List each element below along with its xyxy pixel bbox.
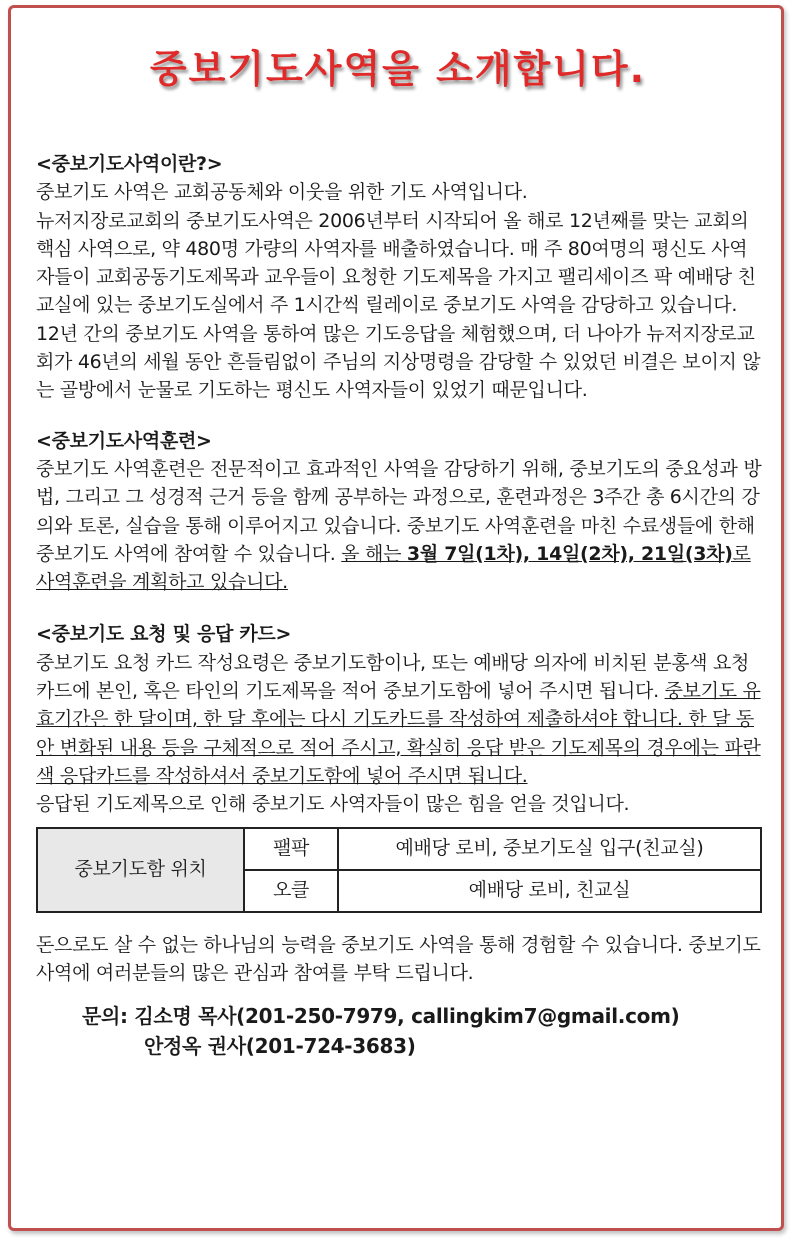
intro-paragraph-3: 12년 간의 중보기도 사역을 통하여 많은 기도응답을 체험했으며, 더 나아가 뉴저지장로교회가 46년의 세월 동안 흔들림없이 주님의 지상명령을 감당할 수 있었던 비결은 보이지 않는 골방에서 눈물로 기도하는 평신도 사역자들이 있었기 때문입니다. — [36, 322, 761, 402]
section-cards — [36, 620, 764, 818]
training-text: 중보기도 사역훈련은 전문적이고 효과적인 사역을 감당하기 위해, 중보기도의 중요성과 방법, 그리고 그 성경적 근거 등을 함께 공부하는 과정으로, 훈련과정은 3주간 총 6시간의 강의와 토론, 실습을 통해 이루어지고 있습니다. 중보기도 사역훈련을 마친 수료생들에 한해 중보기도 사역에 참여할 수 있습니다. — [36, 457, 762, 565]
prayer-box-location-table — [36, 827, 762, 913]
contact-info — [36, 1001, 764, 1061]
cards-closing-line: 응답된 기도제목으로 인해 중보기도 사역자들이 많은 힘을 얻을 것입니다. — [36, 793, 630, 816]
contact-line-1: 문의: 김소명 목사(201-250-7979, callingkim7@gmail.com) — [82, 1004, 680, 1029]
section-training — [36, 427, 764, 597]
site-name: 오클 — [244, 870, 338, 912]
location-label: 중보기도함 위치 — [37, 828, 244, 912]
training-schedule-suffix: 로 사역훈련을 계획하고 있습니다. — [36, 542, 751, 594]
contact-line-2: 안정옥 권사(201-724-3683) — [144, 1034, 416, 1059]
training-schedule-dates: 3월 7일(1차), 14일(2차), 21일(3차) — [406, 542, 733, 565]
training-paragraph — [36, 455, 764, 596]
page-title: 중보기도사역을 소개합니다. — [149, 47, 647, 91]
site-place: 예배당 로비, 친교실 — [338, 870, 761, 912]
cards-paragraph — [36, 649, 764, 790]
site-place: 예배당 로비, 중보기도실 입구(친교실) — [338, 828, 761, 870]
section-heading-training: <중보기도사역훈련> — [36, 429, 212, 452]
section-intro — [36, 150, 764, 405]
section-heading-intro: <중보기도사역이란?> — [36, 153, 223, 175]
document-body — [36, 150, 764, 1061]
cards-validity-note: 중보기도 유효기간은 한 달이며, 한 달 후에는 다시 기도카드를 작성하여 제출하셔야 합니다. 한 달 동안 변화된 내용 등을 구체적으로 적어 주시고, 확실히 응답 받은 기도제목의 경우에는 파란색 응답카드를 작성하셔서 중보기도함에 넣어 주시면 됩니다. — [36, 680, 761, 787]
site-name: 팰팍 — [244, 828, 338, 870]
intro-paragraph-1: 중보기도 사역은 교회공동체와 이웃을 위한 기도 사역입니다. — [36, 181, 528, 204]
training-schedule-prefix: 올 해는 — [341, 542, 407, 565]
closing-paragraph: 돈으로도 살 수 없는 하나님의 능력을 중보기도 사역을 통해 경험할 수 있습니다. 중보기도 사역에 여러분들의 많은 관심과 참여를 부탁 드립니다. — [36, 933, 761, 984]
table-row — [37, 828, 761, 870]
intro-paragraph-2: 뉴저지장로교회의 중보기도사역은 2006년부터 시작되어 올 해로 12년째를 맞는 교회의 핵심 사역으로, 약 480명 가량의 사역자를 배출하였습니다. 매 주 80여명의 평신도 사역자들이 교회공동기도제목과 교우들이 요청한 기도제목을 가지고 팰리세이즈 팍 예배당 친교실에 있는 중보기도실에서 주 1시간씩 릴레이로 중보기도 사역을 감당하고 있습니다. — [36, 209, 756, 317]
cards-text: 중보기도 요청 카드 작성요령은 중보기도함이나, 또는 예배당 의자에 비치된 분홍색 요청카드에 본인, 혹은 타인의 기도제목을 적어 중보기도함에 넣어 주시면 됩니다. — [36, 651, 750, 703]
section-heading-cards: <중보기도 요청 및 응답 카드> — [36, 623, 292, 646]
